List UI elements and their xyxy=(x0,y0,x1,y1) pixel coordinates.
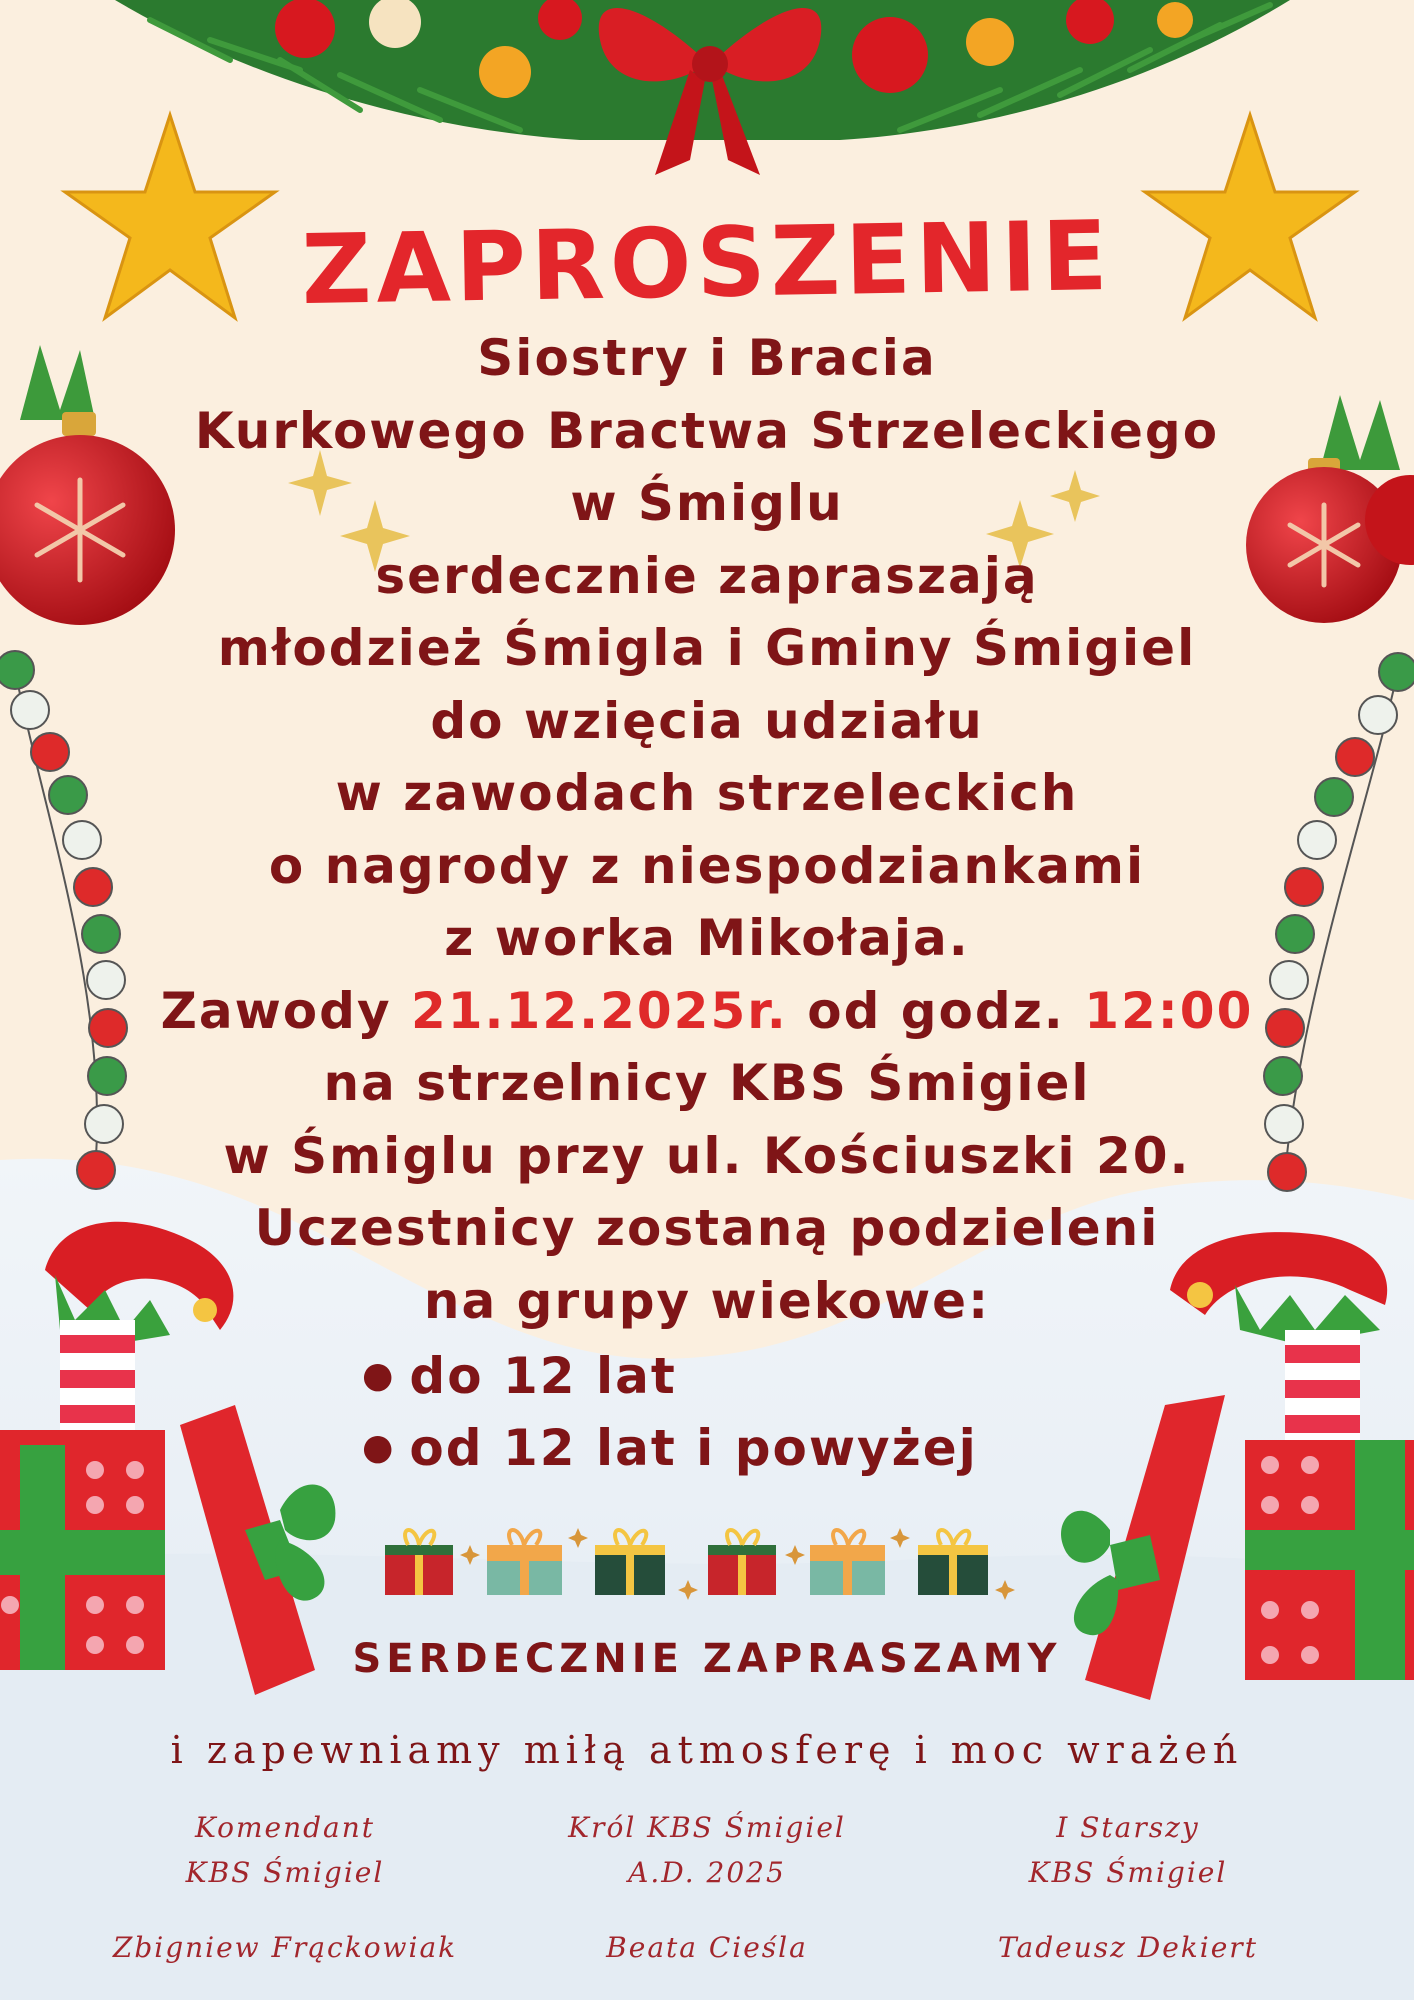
signature-org: KBS Śmigiel xyxy=(185,1856,385,1889)
invitation-title: ZAPROSZENIE xyxy=(300,199,1114,327)
signature-org: A.D. 2025 xyxy=(628,1856,786,1889)
venue-line: w Śmiglu przy ul. Kościuszki 20. xyxy=(223,1126,1191,1185)
garland-with-bow-icon xyxy=(115,0,1290,175)
body-line: w zawodach strzeleckich xyxy=(335,764,1079,822)
bullet-icon: ● xyxy=(362,1355,396,1396)
assurance-line: i zapewniamy miłą atmosferę i moc wrażeń xyxy=(170,1728,1244,1772)
age-group-item xyxy=(362,1340,978,1412)
body-line: do wzięcia udziału xyxy=(430,691,984,750)
event-time: 12:00 xyxy=(1084,981,1254,1040)
invite-heading: SERDECZNIE ZAPRASZAMY xyxy=(352,1636,1062,1682)
event-time-label: od godz. xyxy=(807,981,1065,1040)
signature-name: Tadeusz Dekiert xyxy=(998,1931,1258,1964)
age-group-list xyxy=(362,1340,978,1484)
signature-role: Komendant xyxy=(194,1811,376,1844)
body-line: Kurkowego Bractwa Strzeleckiego xyxy=(194,401,1220,460)
signature-role: Król KBS Śmigiel xyxy=(568,1811,846,1844)
signature-block xyxy=(50,1805,520,1970)
venue-line: Uczestnicy zostaną podzieleni xyxy=(254,1199,1160,1257)
signature-name: Beata Cieśla xyxy=(606,1931,808,1964)
venue-line: na strzelnicy KBS Śmigiel xyxy=(323,1054,1091,1112)
body-line: serdecznie zapraszają xyxy=(375,546,1039,605)
age-group-label: od 12 lat i powyżej xyxy=(409,1419,978,1477)
age-group-item xyxy=(362,1412,978,1484)
event-date: 21.12.2025r. xyxy=(410,981,788,1040)
body-line: Siostry i Bracia xyxy=(477,329,937,387)
event-datetime-line xyxy=(0,975,1414,1048)
bullet-icon: ● xyxy=(362,1427,396,1468)
body-line: młodzież Śmigla i Gminy Śmigiel xyxy=(217,619,1197,677)
event-prefix: Zawody xyxy=(160,981,392,1040)
body-line: z worka Mikołaja. xyxy=(444,909,970,967)
signature-role: I Starszy xyxy=(1056,1811,1200,1844)
invitation-body xyxy=(0,322,1414,1337)
body-line: w Śmiglu xyxy=(570,474,844,532)
signature-org: KBS Śmigiel xyxy=(1028,1856,1228,1889)
signature-block xyxy=(893,1805,1363,1970)
signature-block xyxy=(472,1805,942,1970)
body-line: o nagrody z niespodziankami xyxy=(268,836,1146,895)
signature-name: Zbigniew Frąckowiak xyxy=(112,1931,458,1964)
age-group-label: do 12 lat xyxy=(409,1347,677,1405)
venue-line: na grupy wiekowe: xyxy=(423,1271,991,1330)
